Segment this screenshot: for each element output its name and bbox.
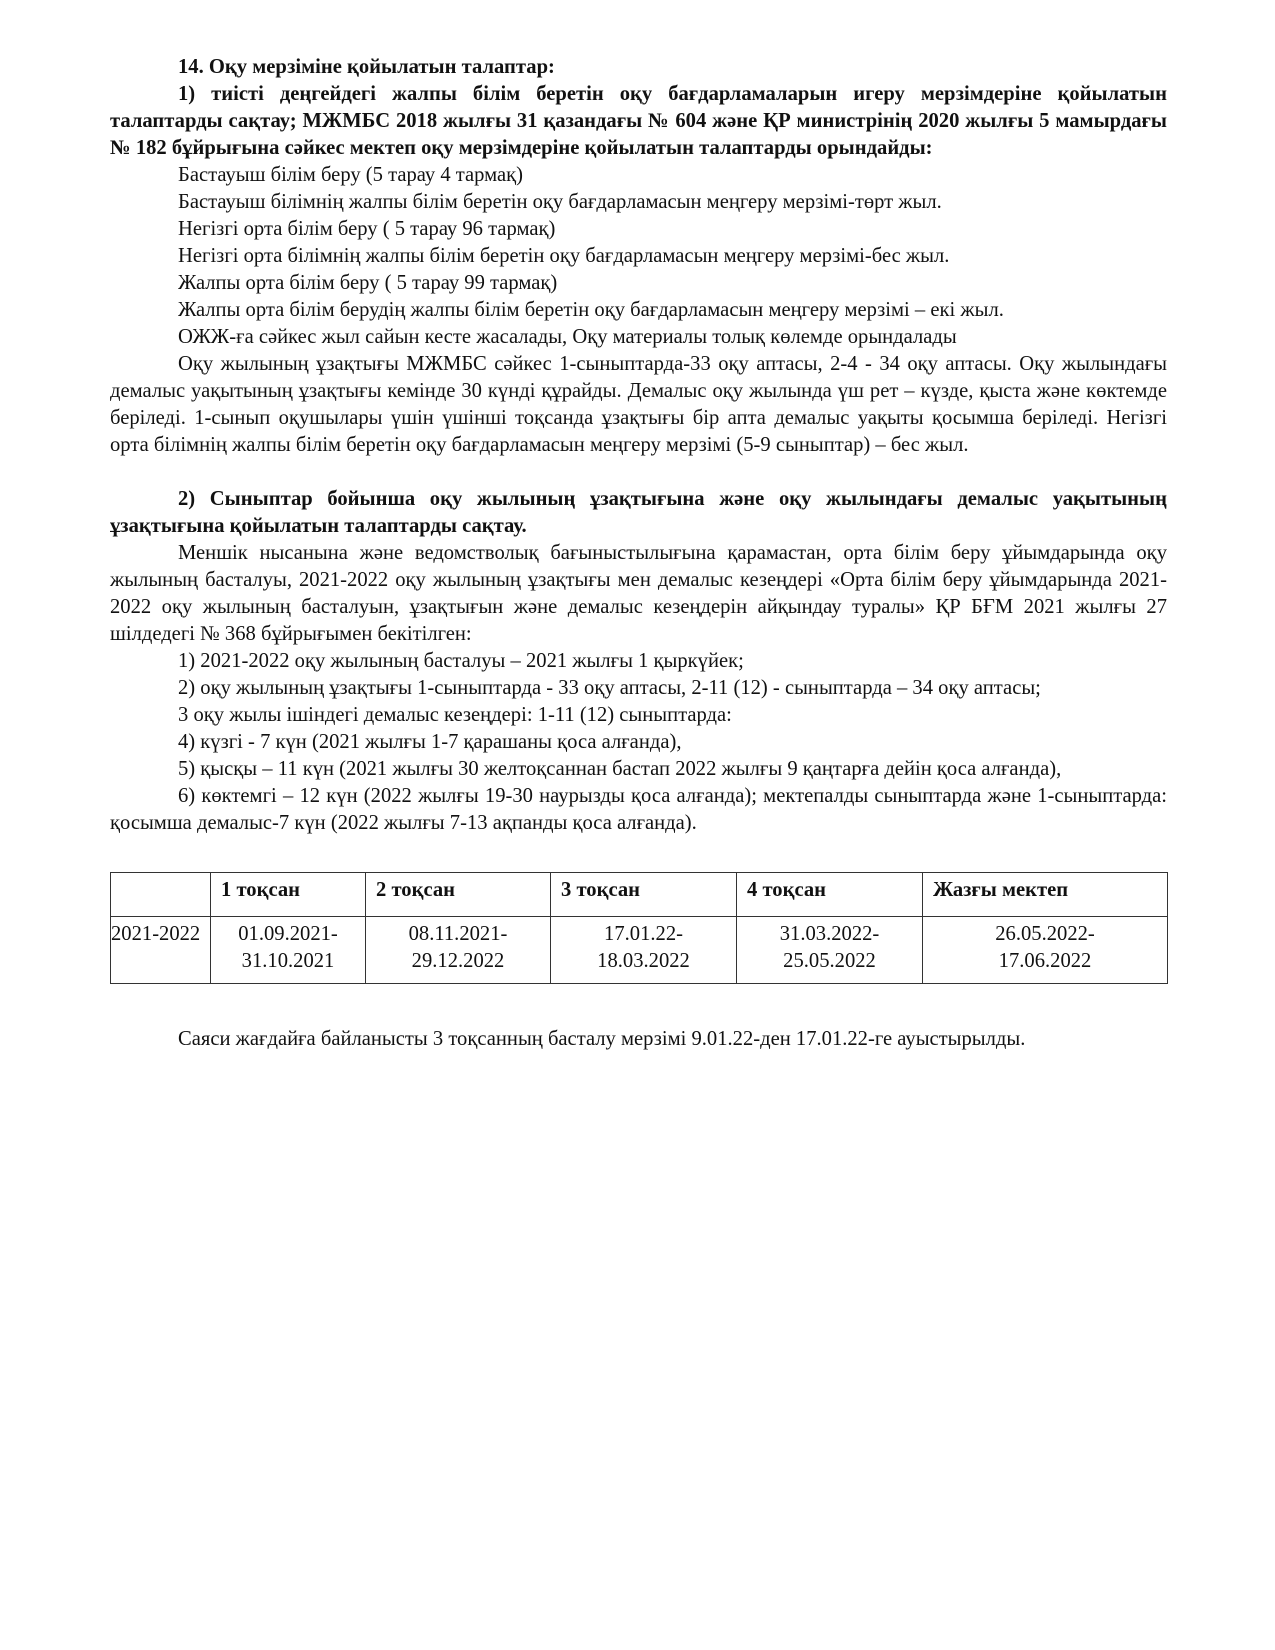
table-header-cell: 2 тоқсан [366,873,551,917]
education-line: Бастауыш білімнің жалпы білім беретін оқу бағдарламасын меңгеру мерзімі-төрт жыл. [178,191,942,213]
schedule-item: 3 оқу жылы ішіндегі демалыс кезеңдері: 1-11 (12) сыныптарда: [178,704,732,726]
education-line: Бастауыш білім беру (5 тарау 4 тармақ) [178,164,524,186]
schedule-item: 2) оқу жылының ұзақтығы 1-сыныптарда - 33 оқу аптасы, 2-11 (12) - сыныптарда – 34 оқу аптасы; [178,677,1041,699]
date-end: 29.12.2022 [411,950,505,972]
schedule-item: 1) 2021-2022 оқу жылының басталуы – 2021 жылғы 1 қыркүйек; [178,650,744,672]
academic-year-paragraph: Оқу жылының ұзақтығы МЖМБС сәйкес 1-сыныптарда-33 оқу аптасы, 2-4 - 34 оқу аптасы. Оқу жылындағы демалыс уақытының ұзақтығы кемінде 30 күнді құрайды. Демалыс оқу жылында үш рет – күзде, қыста және көктемде беріледі. 1-сынып оқушылары үшін үшінші тоқсанда ұзақтығы бір апта демалыс уақыты қосымша беріледі. Негізгі орта білімнің жалпы білім беретін оқу бағдарламасын меңгеру мерзімі (5-9 сыныптар) – бес жыл. [110,353,1167,456]
date-start: 31.03.2022- [779,923,880,945]
document-page [110,54,1167,1053]
year-cell: 2021-2022 [111,917,211,984]
schedule-item: 4) күзгі - 7 күн (2021 жылғы 1-7 қарашаны қоса алғанда), [178,731,682,753]
order-paragraph: Меншік нысанына және ведомстволық бағыныстылығына қарамастан, орта білім беру ұйымдарында оқу жылының басталуы, 2021-2022 оқу жылының ұзақтығы мен демалыс кезеңдері «Орта білім беру ұйымдарында 2021-2022 оқу жылының басталуын, ұзақтығын және демалыс кезеңдерін айқындау туралы» ҚР БҒМ 2021 жылғы 27 шілдедегі № 368 бұйрығымен бекітілген: [110,542,1167,645]
schedule-item: 5) қысқы – 11 күн (2021 жылғы 30 желтоқсаннан бастап 2022 жылғы 9 қаңтарға дейін қоса алғанда), [178,758,1062,780]
table-header-cell: 4 тоқсан [737,873,923,917]
requirement-item-2: 2) Сыныптар бойынша оқу жылының ұзақтығына және оқу жылындағы демалыс уақытының ұзақтығына қойылатын талаптарды сақтау. [110,488,1167,537]
table-header-cell: Жазғы мектеп [923,873,1168,917]
quarter-schedule-table [110,872,1168,984]
date-start: 01.09.2021- [238,923,338,945]
spacer [110,984,1167,1026]
education-line: Жалпы орта білім беру ( 5 тарау 99 тармақ) [178,272,558,294]
requirement-item-1: 1) тиісті деңгейдегі жалпы білім беретін оқу бағдарламаларын игеру мерзімдеріне қойылатын талаптарды сақтау; МЖМБС 2018 жылғы 31 қазандағы № 604 және ҚР министрінің 2020 жылғы 5 мамырдағы № 182 бұйрығына сәйкес мектеп оқу мерзімдеріне қойылатын талаптарды орындайды: [110,83,1167,159]
date-end: 18.03.2022 [597,950,690,972]
date-end: 31.10.2021 [241,950,335,972]
date-start: 17.01.22- [604,923,683,945]
spacer [110,837,1167,872]
date-start: 26.05.2022- [995,923,1095,945]
date-range-cell [923,917,1168,984]
date-range-cell [366,917,551,984]
schedule-item-spring: 6) көктемгі – 12 күн (2022 жылғы 19-30 наурызды қоса алғанда); мектепалды сыныптарда және 1-сыныптарда: қосымша демалыс-7 күн (2022 жылғы 7-13 ақпанды қоса алғанда). [110,785,1167,834]
date-start: 08.11.2021- [408,923,508,945]
table-header-row [111,873,1168,917]
table-header-cell: 1 тоқсан [211,873,366,917]
table-header-cell [111,873,211,917]
footer-note: Саяси жағдайға байланысты 3 тоқсанның басталу мерзімі 9.01.22-ден 17.01.22-ге ауыстырылды. [178,1028,1026,1050]
education-line: Негізгі орта білімнің жалпы білім беретін оқу бағдарламасын меңгеру мерзімі-бес жыл. [178,245,950,267]
date-range-cell [211,917,366,984]
spacer [110,459,1167,486]
section-heading: 14. Оқу мерзіміне қойылатын талаптар: [178,56,555,78]
education-line: ОЖЖ-ға сәйкес жыл сайын кесте жасалады, Оқу материалы толық көлемде орындалады [178,326,957,348]
education-line: Жалпы орта білім берудің жалпы білім беретін оқу бағдарламасын меңгеру мерзімі – екі жыл. [178,299,1004,321]
education-line: Негізгі орта білім беру ( 5 тарау 96 тармақ) [178,218,556,240]
date-range-cell [737,917,923,984]
table-row [111,917,1168,984]
date-range-cell [551,917,737,984]
date-end: 17.06.2022 [998,950,1092,972]
date-end: 25.05.2022 [783,950,876,972]
table-header-cell: 3 тоқсан [551,873,737,917]
